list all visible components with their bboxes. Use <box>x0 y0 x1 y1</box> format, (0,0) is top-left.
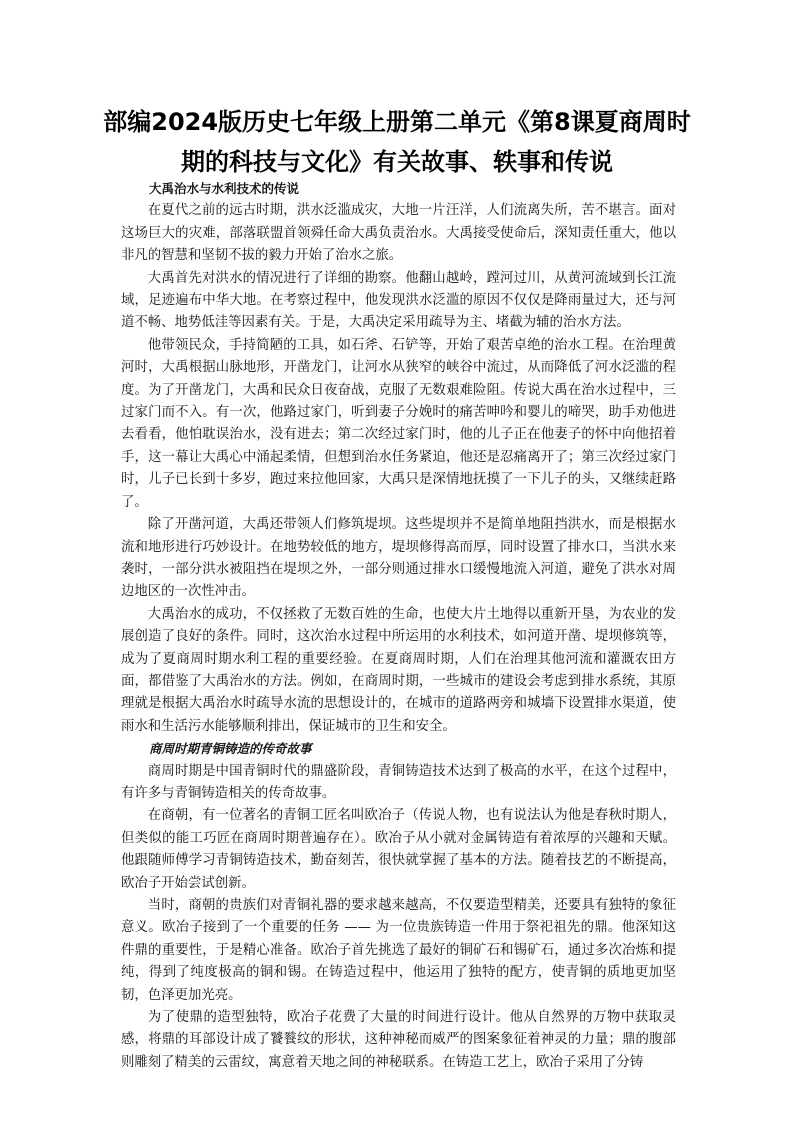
paragraph: 除了开凿河道，大禹还带领人们修筑堤坝。这些堤坝并不是简单地阻挡洪水，而是根据水流和地形进行巧妙设计。在地势较低的地方，堤坝修得高而厚，同时设置了排水口，当洪水来袭时，一部分洪水被阻挡在堤坝之外，一部分则通过排水口缓慢地流入河道，避免了洪水对周边地区的一次性冲击。 <box>121 517 676 600</box>
paragraph: 大禹治水的成功，不仅拯救了无数百姓的生命，也使大片土地得以重新开垦，为农业的发展创造了良好的条件。同时，这次治水过程中所运用的水利技术，如河道开凿、堤坝修筑等，成为了夏商周时期水利工程的重要经验。在夏商周时期，人们在治理其他河流和灌溉农田方面，都借鉴了大禹治水的方法。例如，在商周时期，一些城市的建设会考虑到排水系统，其原理就是根据大禹治水时疏导水流的思想设计的，在城市的道路两旁和城墙下设置排水渠道，使雨水和生活污水能够顺利排出，保证城市的卫生和安全。 <box>121 606 676 734</box>
section-dayu <box>121 178 676 738</box>
paragraph: 在商朝，有一位著名的青铜工匠名叫欧冶子（传说人物，也有说法认为他是春秋时期人，但类似的能工巧匠在商周时期普遍存在）。欧冶子从小就对金属铸造有着浓厚的兴趣和天赋。他跟随师傅学习青铜铸造技术，勤奋刻苦，很快就掌握了基本的方法。随着技艺的不断提高，欧冶子开始尝试创新。 <box>121 808 676 891</box>
paragraph: 当时，商朝的贵族们对青铜礼器的要求越来越高，不仅要造型精美，还要具有独特的象征意义。欧冶子接到了一个重要的任务 —— 为一位贵族铸造一件用于祭祀祖先的鼎。他深知这件鼎的重要性，于是精心准备。欧冶子首先挑选了最好的铜矿石和锡矿石，通过多次冶炼和提纯，得到了纯度极高的铜和锡。在铸造过程中，他运用了独特的配方，使青铜的质地更加坚韧，色泽更加光亮。 <box>121 898 676 1003</box>
paragraph: 他带领民众，手持简陋的工具，如石斧、石铲等，开始了艰苦卓绝的治水工程。在治理黄河时，大禹根据山脉地形，开凿龙门，让河水从狭窄的峡谷中流过，从而降低了河水泛滥的程度。为了开凿龙门，大禹和民众日夜奋战，克服了无数艰难险阻。传说大禹在治水过程中，三过家门而不入。有一次，他路过家门，听到妻子分娩时的痛苦呻吟和婴儿的啼哭，助手劝他进去看看，他怕耽误治水，没有进去；第二次经过家门时，他的儿子正在他妻子的怀中向他招着手，这一幕让大禹心中涌起柔情，但想到治水任务紧迫，他还是忍痛离开了；第三次经过家门时，儿子已长到十多岁，跑过来拉他回家，大禹只是深情地抚摸了一下儿子的头，又继续赶路了。 <box>121 337 676 510</box>
section-heading: 大禹治水与水利技术的传说 <box>149 181 300 196</box>
document-body <box>121 178 676 1074</box>
paragraph: 在夏代之前的远古时期，洪水泛滥成灾，大地一片汪洋，人们流离失所，苦不堪言。面对这场巨大的灾难，部落联盟首领舜任命大禹负责治水。大禹接受使命后，深知责任重大，他以非凡的智慧和坚韧不拔的毅力开始了治水之旅。 <box>121 203 676 264</box>
paragraph: 为了使鼎的造型独特，欧冶子花费了大量的时间进行设计。他从自然界的万物中获取灵感，将鼎的耳部设计成了饕餮纹的形状，这种神秘而威严的图案象征着神灵的力量；鼎的腹部则雕刻了精美的云雷纹，寓意着天地之间的神秘联系。在铸造工艺上，欧冶子采用了分铸 <box>121 1010 676 1070</box>
document-title: 部编2024版历史七年级上册第二单元《第8课夏商周时期的科技与文化》有关故事、轶事和传说 <box>103 108 691 176</box>
paragraph: 商周时期是中国青铜时代的鼎盛阶段，青铜铸造技术达到了极高的水平，在这个过程中，有许多与青铜铸造相关的传奇故事。 <box>121 763 676 801</box>
section-bronze <box>121 738 676 1074</box>
paragraph: 大禹首先对洪水的情况进行了详细的勘察。他翻山越岭，蹚河过川，从黄河流域到长江流域，足迹遍布中华大地。在考察过程中，他发现洪水泛滥的原因不仅仅是降雨量过大，还与河道不畅、地势低洼等因素有关。于是，大禹决定采用疏导为主、堵截为辅的治水方法。 <box>121 270 676 331</box>
section-heading: 商周时期青铜铸造的传奇故事 <box>149 741 312 757</box>
